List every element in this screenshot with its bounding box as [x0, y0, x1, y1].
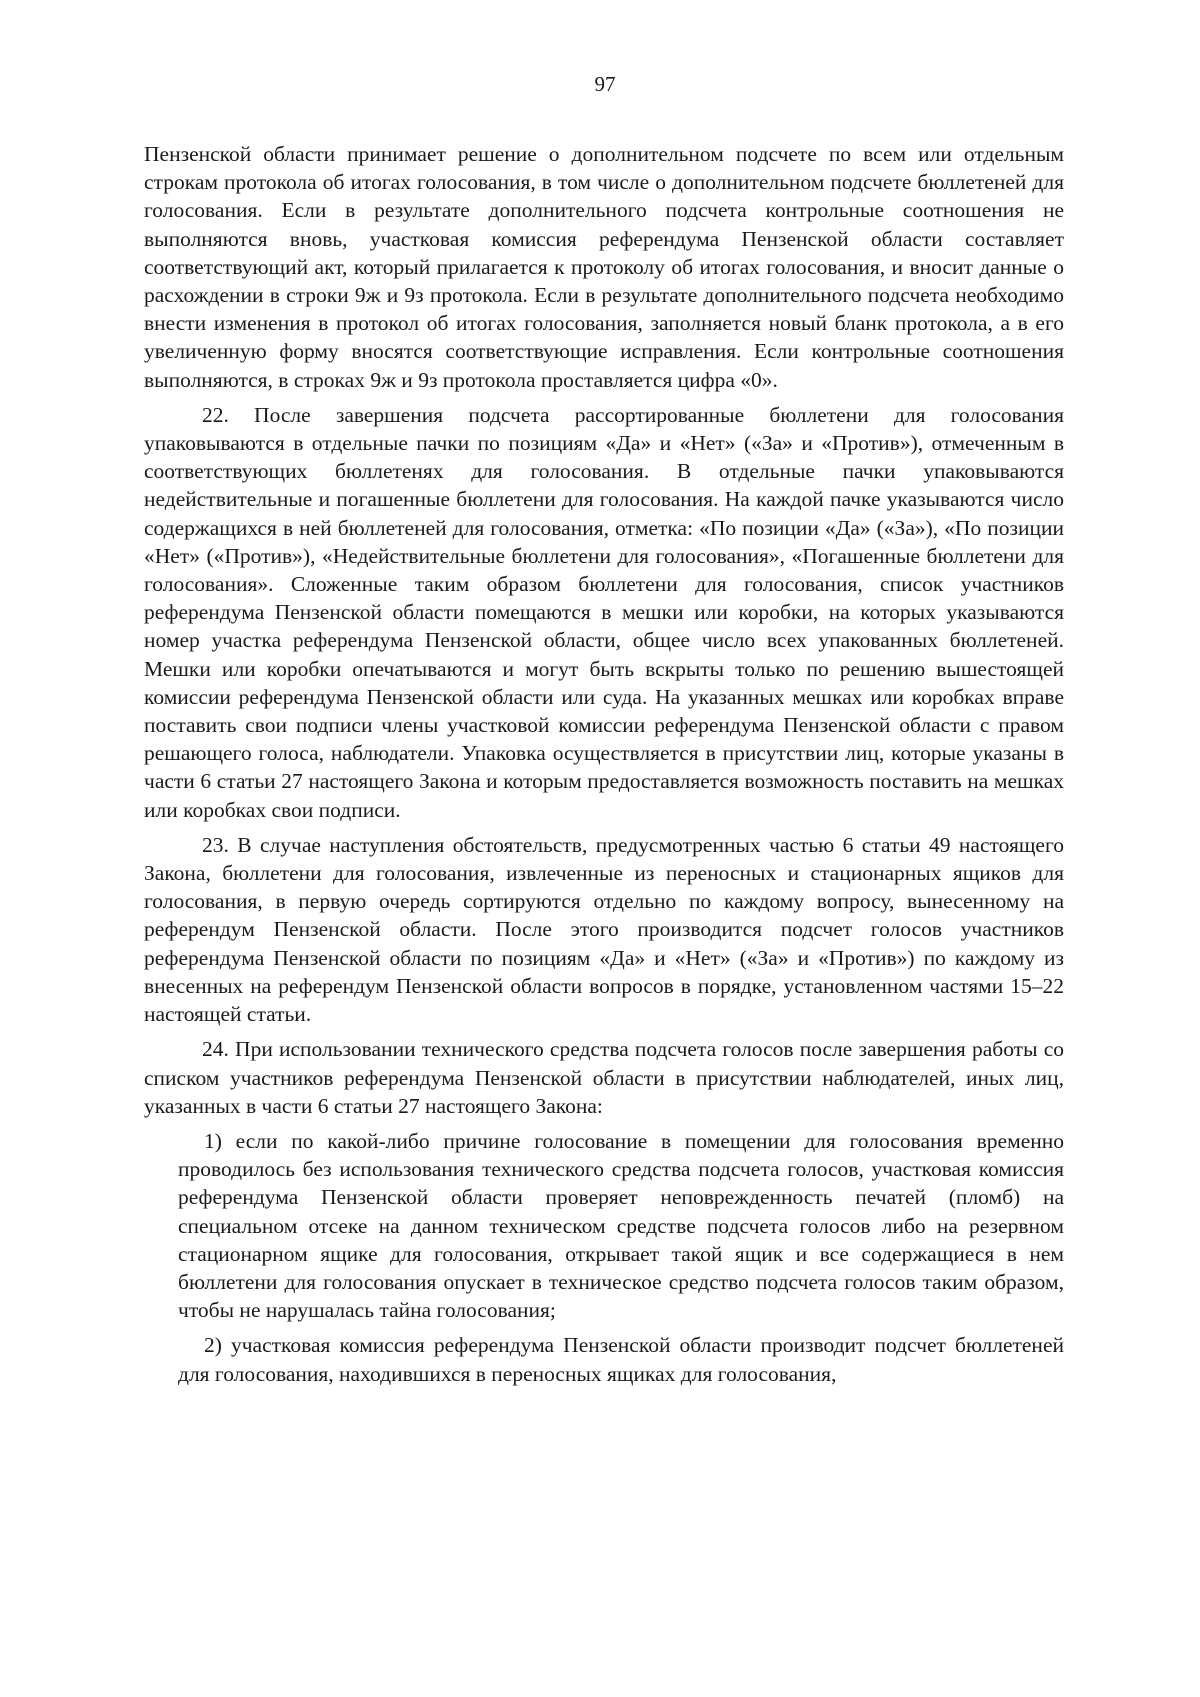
- paragraph-23: 23. В случае наступления обстоятельств, предусмотренных частью 6 статьи 49 настоящего Закона, бюллетени для голосования, извлеченные из переносных и стационарных ящиков для голосования, в первую очередь сортируются отдельно по каждому вопросу, вынесенному на референдум Пензенской области. После этого производится подсчет голосов участников референдума Пензенской области по позициям «Да» и «Нет» («За» и «Против») по каждому из внесенных на референдум Пензенской области вопросов в порядке, установленном частями 15–22 настоящей статьи.: [144, 832, 1064, 1027]
- paragraph-continuation: Пензенской области принимает решение о дополнительном подсчете по всем или отдельным строкам протокола об итогах голосования, в том числе о дополнительном подсчете бюллетеней для голосования. Если в результате дополнительного подсчета контрольные соотношения не выполняются вновь, участковая комиссия референдума Пензенской области составляет соответствующий акт, который прилагается к протоколу об итогах голосования, и вносит данные о расхождении в строки 9ж и 9з протокола. Если в результате дополнительного подсчета необходимо внести изменения в протокол об итогах голосования, заполняется новый бланк протокола, а в его увеличенную форму вносятся соответствующие исправления. Если контрольные соотношения выполняются, в строках 9ж и 9з протокола проставляется цифра «0».: [144, 142, 1064, 392]
- list-item-1: 1) если по какой-либо причине голосование в помещении для голосования временно проводилось без использования технического средства подсчета голосов, участковая комиссия референдума Пензенской области проверяет неповрежденность печатей (пломб) на специальном отсеке на данном техническом средстве подсчета голосов либо на резервном стационарном ящике для голосования, открывает такой ящик и все содержащиеся в нем бюллетени для голосования опускает в техническое средство подсчета голосов таким образом, чтобы не нарушалась тайна голосования;: [178, 1128, 1064, 1323]
- page-number: 97: [594, 72, 616, 96]
- paragraph-24: 24. При использовании технического средства подсчета голосов после завершения работы со списком участников референдума Пензенской области в присутствии наблюдателей, иных лиц, указанных в части 6 статьи 27 настоящего Закона:: [144, 1037, 1064, 1118]
- list-item-2: 2) участковая комиссия референдума Пензенской области производит подсчет бюллетеней для голосования, находившихся в переносных ящиках для голосования,: [178, 1333, 1064, 1386]
- paragraph-24-list: [178, 1127, 1064, 1388]
- paragraph-22: 22. После завершения подсчета рассортированные бюллетени для голосования упаковываются в отдельные пачки по позициям «Да» и «Нет» («За» и «Против»), отмеченным в соответствующих бюллетенях для голосования. В отдельные пачки упаковываются недействительные и погашенные бюллетени для голосования. На каждой пачке указываются число содержащихся в ней бюллетеней для голосования, отметка: «По позиции «Да» («За»), «По позиции «Нет» («Против»), «Недействительные бюллетени для голосования», «Погашенные бюллетени для голосования». Сложенные таким образом бюллетени для голосования, список участников референдума Пензенской области помещаются в мешки или коробки, на которых указываются номер участка референдума Пензенской области, общее число всех упакованных бюллетеней. Мешки или коробки опечатываются и могут быть вскрыты только по решению вышестоящей комиссии референдума Пензенской области или суда. На указанных мешках или коробках вправе поставить свои подписи члены участковой комиссии референдума Пензенской области с правом решающего голоса, наблюдатели. Упаковка осуществляется в присутствии лиц, которые указаны в части 6 статьи 27 настоящего Закона и которым предоставляется возможность поставить на мешках или коробках свои подписи.: [144, 402, 1064, 822]
- document-body: [144, 140, 1064, 1388]
